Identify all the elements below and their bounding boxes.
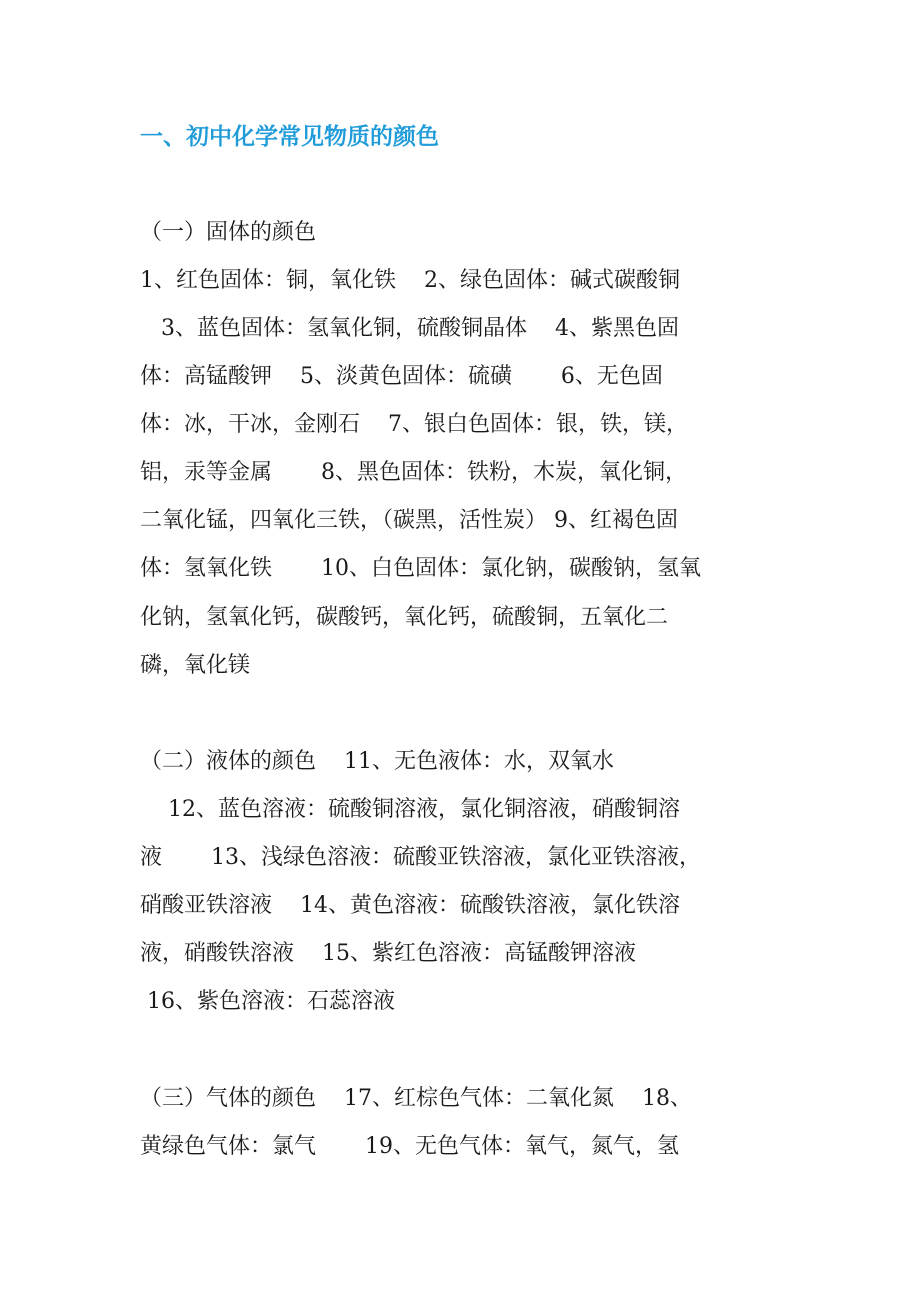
text-line: 液，硝酸铁溶液 15、紫红色溶液：高锰酸钾溶液 [140, 941, 636, 966]
text-line: 体：冰，干冰，金刚石 7、银白色固体：银，铁，镁， [140, 412, 688, 437]
text-line: 3、蓝色固体：氢氧化铜，硫酸铜晶体 4、紫黑色固 [140, 316, 679, 341]
text-line: 化钠，氢氧化钙，碳酸钙，氧化钙，硫酸铜，五氧化二 [140, 605, 669, 630]
text-line: 体：氢氧化铁 10、白色固体：氯化钠，碳酸钠，氢氧 [140, 556, 701, 581]
subheading-liquid: （二）液体的颜色 11、无色液体：水，双氧水 [140, 749, 614, 774]
text-line: 12、蓝色溶液：硫酸铜溶液，氯化铜溶液，硝酸铜溶 [140, 797, 680, 822]
subheading-gas: （三）气体的颜色 17、红棕色气体：二氧化氮 18、 [140, 1086, 692, 1111]
section-heading: 一、初中化学常见物质的颜色 [140, 124, 439, 150]
text-line: 液 13、浅绿色溶液：硫酸亚铁溶液，氯化亚铁溶液， [140, 845, 701, 870]
text-line: 二氧化锰，四氧化三铁，（碳黑，活性炭） 9、红褐色固 [140, 508, 678, 533]
text-line: 16、紫色溶液：石蕊溶液 [140, 989, 395, 1014]
subheading-solid: （一）固体的颜色 [140, 220, 317, 245]
text-line: 黄绿色气体：氯气 19、无色气体：氧气，氮气，氢 [140, 1134, 679, 1159]
text-line: 铝，汞等金属 8、黑色固体：铁粉，木炭，氧化铜， [140, 460, 687, 485]
text-line: 磷，氧化镁 [140, 653, 251, 678]
text-line: 硝酸亚铁溶液 14、黄色溶液：硫酸铁溶液，氯化铁溶 [140, 893, 680, 918]
text-line: 体：高锰酸钾 5、淡黄色固体：硫磺 6、无色固 [140, 364, 663, 389]
text-line: 1、红色固体：铜，氧化铁 2、绿色固体：碱式碳酸铜 [140, 268, 680, 293]
